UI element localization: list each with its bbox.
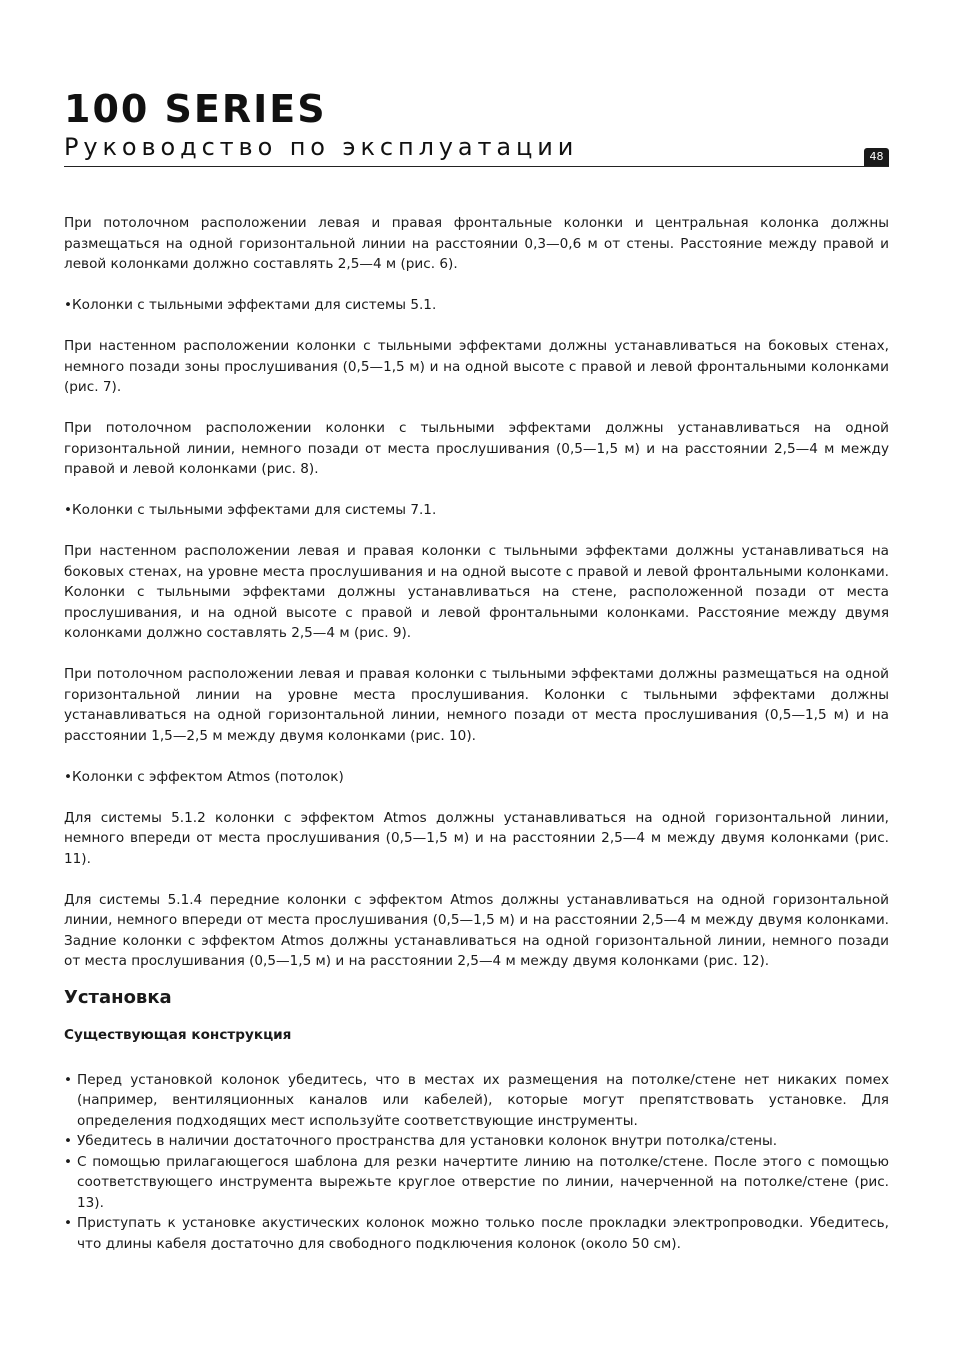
series-title: 100 SERIES <box>64 87 327 131</box>
list-item-text: Перед установкой колонок убедитесь, что в местах их размещения на потолке/стене нет никаких помех (например, вентиляционных каналов или кабелей), которые могут препятствовать установке. Для определения подходящих мест используйте соответствующие инструменты. <box>77 1071 889 1129</box>
paragraph-wall-surround-5-1: При настенном расположении колонки с тыльными эффектами должны устанавливаться на боковых стенах, немного позади зоны прослушивания (0,5—1,5 м) и на одной высоте с правой и левой фронтальными колонками (рис. 7). <box>64 338 889 395</box>
bullet-atmos-ceiling: •Колонки с эффектом Atmos (потолок) <box>64 768 344 785</box>
list-item-text: Приступать к установке акустических колонок можно только после прокладки электропроводки. Убедитесь, что длины кабеля достаточно для свободного подключения колонок (около 50 см). <box>77 1215 889 1252</box>
paragraph-ceiling-front: При потолочном расположении левая и правая фронтальные колонки и центральная колонка должны размещаться на одной горизонтальной линии на расстоянии 0,3—0,6 м от стены. Расстояние между правой и левой колонками должно составлять 2,5—4 м (рис. 6). <box>64 215 889 272</box>
document-header <box>64 86 889 162</box>
page-content <box>64 213 889 1254</box>
bullet-dot: • <box>64 1071 73 1088</box>
list-item <box>64 1213 889 1254</box>
list-item-text: Убедитесь в наличии достаточного пространства для установки колонок внутри потолка/стены. <box>77 1133 778 1149</box>
list-item <box>64 1070 889 1132</box>
list-item <box>64 1131 889 1152</box>
paragraph-atmos-5-1-2: Для системы 5.1.2 колонки с эффектом Atmos должны устанавливаться на одной горизонтальной линии, немного впереди от места прослушивания (0,5—1,5 м) и на расстоянии 2,5—4 м между двумя колонками (рис. 11). <box>64 809 889 867</box>
installation-list <box>64 1070 889 1255</box>
page-number-badge: 48 <box>864 148 889 166</box>
header-rule <box>64 166 889 167</box>
bullet-surround-7-1: •Колонки с тыльными эффектами для системы 7.1. <box>64 502 437 518</box>
paragraph-ceiling-surround-5-1: При потолочном расположении колонки с тыльными эффектами должны устанавливаться на одной горизонтальной линии, немного позади от места прослушивания (0,5—1,5 м) и на расстоянии 2,5—4 м между правой и левой колонками (рис. 8). <box>64 420 889 477</box>
paragraph-atmos-5-1-4: Для системы 5.1.4 передние колонки с эффектом Atmos должны устанавливаться на одной горизонтальной линии, немного впереди от места прослушивания (0,5—1,5 м) и на расстоянии 2,5—4 м между двумя колонками. Задние колонки с эффектом Atmos должны устанавливаться на одной горизонтальной линии, немного позади от места прослушивания (0,5—1,5 м) и на расстоянии 2,5—4 м между двумя колонками (рис. 12). <box>64 891 889 969</box>
bullet-dot: • <box>64 1133 73 1149</box>
bullet-dot: • <box>64 1153 73 1170</box>
list-item <box>64 1152 889 1214</box>
paragraph-ceiling-surround-7-1: При потолочном расположении левая и правая колонки с тыльными эффектами должны размещаться на одной горизонтальной линии на уровне места прослушивания. Колонки с тыльными эффектами должны устанавливаться на одной горизонтальной линии, немного позади от места прослушивания (0,5—1,5 м) и на расстоянии 1,5—2,5 м между двумя колонками (рис. 10). <box>64 666 889 744</box>
bullet-surround-5-1: •Колонки с тыльными эффектами для системы 5.1. <box>64 297 437 313</box>
paragraph-wall-surround-7-1: При настенном расположении левая и правая колонки с тыльными эффектами должны устанавливаться на боковых стенах, на уровне места прослушивания и на одной высоте с правой и левой фронтальными колонками. Колонки с тыльными эффектами должны устанавливаться на стене, расположенной позади от места прослушивания, и на одной высоте с правой и левой фронтальными колонками. Расстояние между двумя колонками должно составлять 2,5—4 м (рис. 9). <box>64 543 889 641</box>
bullet-dot: • <box>64 1215 73 1231</box>
list-item-text: С помощью прилагающегося шаблона для резки начертите линию на потолке/стене. После этого с помощью соответствующего инструмента вырежьте круглое отверстие по линии, начерченной на потолке/стене (рис. 13). <box>77 1153 889 1211</box>
subsection-heading-existing-construction: Существующая конструкция <box>64 1026 292 1043</box>
manual-subtitle: Руководство по эксплуатации <box>64 133 579 161</box>
section-heading-installation: Установка <box>64 986 172 1008</box>
